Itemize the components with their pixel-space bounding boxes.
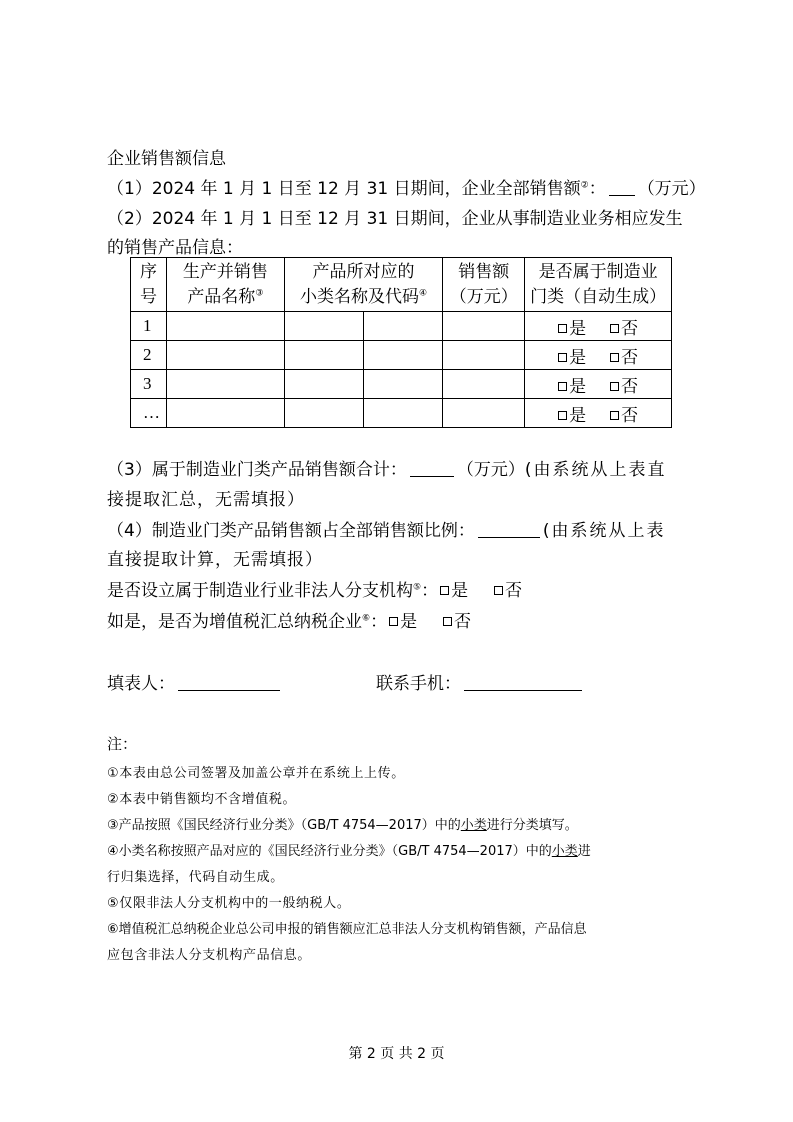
filler-field[interactable] [178,673,280,691]
branch-question [107,576,522,601]
emphasis-small-class: 小类 [551,844,578,859]
sales-amount-cell[interactable] [443,399,525,428]
checkbox-icon [610,324,619,333]
header-seq: 序 号 [131,258,167,312]
checkbox-icon [558,324,567,333]
category-code-cell [363,341,443,370]
category-name-cell[interactable] [284,312,363,341]
sales-amount-cell[interactable] [443,341,525,370]
note-4: ④小类名称按照产品对应的《国民经济行业分类》（GB/T 4754—2017）中的小类进 [107,844,591,859]
manufacturing-flag-cell [525,312,672,341]
header-product-name: 生产并销售 产品名称③ [166,258,284,312]
total-sales-label: （1）2024 年 1 月 1 日至 12 月 31 日期间，企业全部销售额 [107,179,581,199]
no-option[interactable]: 否 [610,343,638,368]
manufacturing-flag-cell [525,341,672,370]
checkbox-icon [610,353,619,362]
no-option[interactable]: 否 [610,401,638,426]
checkbox-icon [389,617,398,626]
table-header-row [131,258,672,312]
note-2: ②本表中销售额均不含增值税。 [107,792,297,807]
manufacturing-ratio-label: （4）制造业门类产品销售额占全部销售额比例： [107,521,475,541]
note-ref-2: ② [580,180,589,191]
total-sales-unit: （万元） [637,179,706,199]
yes-option[interactable]: 是 [558,401,586,426]
checkbox-icon [443,617,452,626]
branch-label: 是否设立属于制造业行业非法人分支机构 [107,581,413,601]
colon: ： [421,581,439,601]
note-4-cont: 行归集选择，代码自动生成。 [107,870,284,885]
table-row [131,370,672,399]
no-option[interactable]: 否 [610,314,638,339]
phone-field[interactable] [464,673,582,691]
table-row [131,399,672,428]
no-option[interactable]: 否 [610,372,638,397]
checkbox-icon [610,411,619,420]
total-sales-line [107,174,706,199]
checkbox-icon [440,586,449,595]
yes-option[interactable]: 是 [558,372,586,397]
manufacturing-total-note: 接提取汇总，无需填报） [107,490,305,510]
product-name-cell[interactable] [166,399,284,428]
table-row [131,312,672,341]
vat-label: 如是，是否为增值税汇总纳税企业 [107,612,362,632]
product-info-line1: （2）2024 年 1 月 1 日至 12 月 31 日期间，企业从事制造业业务相应发生 [107,209,683,229]
yes-option[interactable]: 是 [558,343,586,368]
note-5: ⑤仅限非法人分支机构中的一般纳税人。 [107,896,351,911]
vat-yes-option[interactable]: 是 [389,612,417,632]
sales-amount-cell[interactable] [443,370,525,399]
yes-option[interactable]: 是 [558,314,586,339]
auto-note: (由系统从上表直 [524,460,667,480]
row-number: 3 [131,370,167,399]
note-6: ⑥增值税汇总纳税企业总公司申报的销售额应汇总非法人分支机构销售额，产品信息 [107,922,587,937]
product-info-line2: 的销售产品信息： [107,238,243,258]
vat-no-option[interactable]: 否 [443,612,471,632]
category-code-cell [363,370,443,399]
note-ref-6: ⑥ [362,613,371,624]
category-name-cell[interactable] [284,399,363,428]
header-category: 产品所对应的 小类名称及代码④ [284,258,443,312]
phone-line [376,669,585,694]
sales-amount-cell[interactable] [443,312,525,341]
checkbox-icon [494,586,503,595]
product-name-cell[interactable] [166,341,284,370]
note-1: ①本表由总公司签署及加盖公章并在系统上上传。 [107,766,405,781]
manufacturing-total-field[interactable] [410,459,454,477]
product-name-cell[interactable] [166,312,284,341]
section-title: 企业销售额信息 [107,149,226,169]
unit-label: （万元） [456,460,525,480]
filler-line [107,669,283,694]
category-code-cell [363,312,443,341]
manufacturing-flag-cell [525,370,672,399]
auto-note: (由系统从上表 [542,521,666,541]
header-sales-amount: 销售额 （万元） [443,258,525,312]
checkbox-icon [558,411,567,420]
checkbox-icon [558,353,567,362]
note-3: ③产品按照《国民经济行业分类》（GB/T 4754—2017）中的小类进行分类填写。 [107,818,578,833]
manufacturing-ratio-note: 直接提取计算，无需填报） [107,550,323,570]
filler-label: 填表人： [107,674,175,694]
phone-label: 联系手机： [376,674,461,694]
checkbox-icon [610,382,619,391]
table-row [131,341,672,370]
notes-title: 注： [107,735,138,753]
note-ref-5: ⑤ [413,582,422,593]
row-number: 2 [131,341,167,370]
manufacturing-total-label: （3）属于制造业门类产品销售额合计： [107,460,407,480]
total-sales-field[interactable] [609,178,635,196]
branch-yes-option[interactable]: 是 [440,581,468,601]
category-code-cell [363,399,443,428]
product-name-cell[interactable] [166,370,284,399]
row-number: … [131,399,167,428]
category-name-cell[interactable] [284,341,363,370]
note-6-cont: 应包含非法人分支机构产品信息。 [107,948,312,963]
header-is-manufacturing: 是否属于制造业 门类（自动生成） [525,258,672,312]
row-number: 1 [131,312,167,341]
manufacturing-ratio-line [107,516,665,541]
checkbox-icon [558,382,567,391]
colon: ： [370,612,388,632]
manufacturing-total-line [107,455,666,480]
sales-product-table [130,257,672,428]
manufacturing-ratio-field[interactable] [478,520,540,538]
emphasis-small-class: 小类 [460,818,487,833]
page-footer: 第 2 页 共 2 页 [348,1046,445,1062]
category-name-cell[interactable] [284,370,363,399]
colon: ： [588,179,606,199]
manufacturing-flag-cell [525,399,672,428]
branch-no-option[interactable]: 否 [494,581,522,601]
vat-question [107,607,471,632]
